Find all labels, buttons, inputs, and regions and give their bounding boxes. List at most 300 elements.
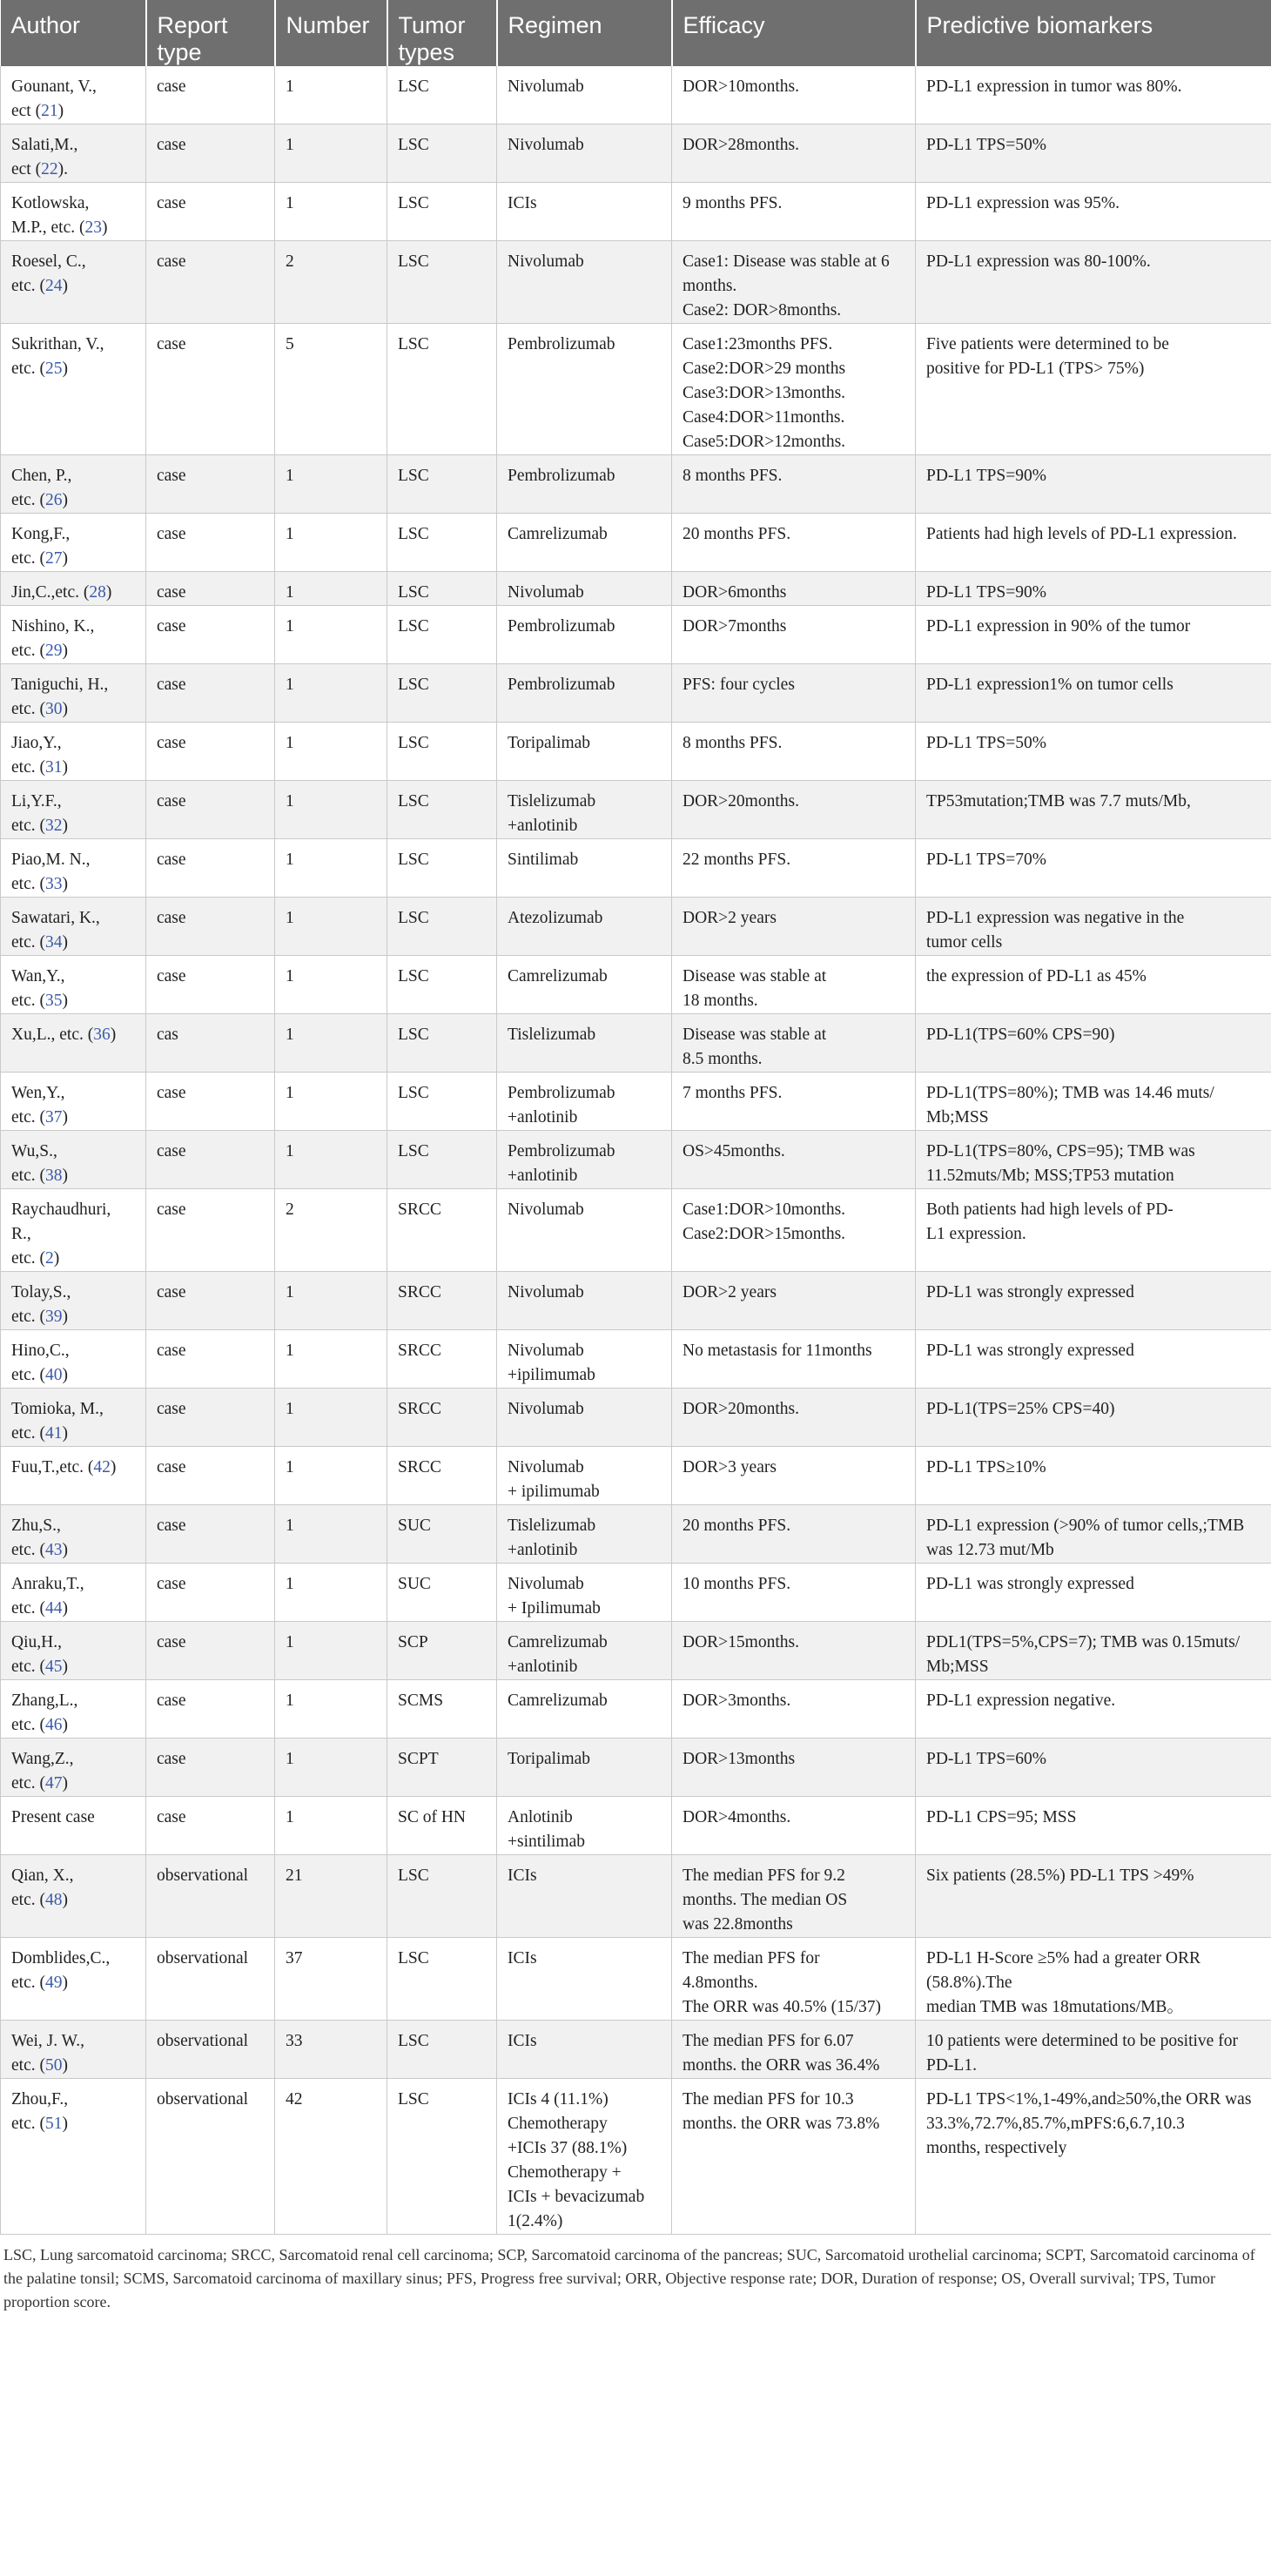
regimen-line: + ipilimumab — [508, 1483, 600, 1501]
efficacy-line: The median PFS for 10.3 — [683, 2090, 854, 2109]
author-line: Zhang,L., — [11, 1692, 78, 1710]
regimen-cell — [497, 781, 672, 839]
col-regimen: Regimen — [497, 0, 672, 66]
report-type-cell: case — [146, 183, 275, 241]
author-line: Chen, P., — [11, 467, 72, 485]
efficacy-line: 4.8months. — [683, 1974, 758, 1992]
table-row — [1, 956, 1271, 1014]
author-text: Xu,L., etc. — [11, 1026, 88, 1044]
biomarkers-cell — [916, 183, 1271, 241]
report-type-cell: case — [146, 1131, 275, 1189]
regimen-cell — [497, 839, 672, 898]
efficacy-cell — [672, 1389, 916, 1447]
efficacy-line: DOR>13months — [683, 1750, 796, 1768]
table-row — [1, 1855, 1271, 1938]
regimen-cell — [497, 514, 672, 572]
biomarkers-cell — [916, 324, 1271, 455]
table-row — [1, 1131, 1271, 1189]
biomarker-line: Mb;MSS — [926, 1108, 989, 1127]
author-cell — [1, 241, 146, 324]
report-type-cell: case — [146, 1330, 275, 1389]
efficacy-line: OS>45months. — [683, 1142, 785, 1160]
regimen-cell — [497, 1564, 672, 1622]
author-line-with-ref: etc. (50) — [11, 2056, 68, 2075]
author-line-with-ref: etc. (43) — [11, 1541, 68, 1559]
author-text: etc. — [11, 491, 40, 509]
reference-link[interactable]: 24 — [44, 277, 63, 295]
author-cell — [1, 1272, 146, 1330]
author-suffix: . — [64, 160, 68, 178]
col-efficacy: Efficacy — [672, 0, 916, 66]
regimen-cell — [497, 1073, 672, 1131]
biomarker-line: PD-L1(TPS=80%); TMB was 14.46 muts/ — [926, 1084, 1214, 1102]
biomarkers-cell — [916, 1447, 1271, 1505]
efficacy-line: 22 months PFS. — [683, 851, 791, 869]
biomarker-line: PD-L1 TPS=60% — [926, 1750, 1046, 1768]
author-cell — [1, 1073, 146, 1131]
report-type-cell: observational — [146, 1938, 275, 2021]
biomarker-line: TP53mutation;TMB was 7.7 muts/Mb, — [926, 792, 1191, 810]
regimen-line: Pembrolizumab — [508, 1084, 615, 1102]
author-text: etc. — [11, 360, 40, 378]
author-cell — [1, 664, 146, 723]
author-cell — [1, 324, 146, 455]
number-cell: 1 — [275, 455, 387, 514]
tumor-type-cell: LSC — [387, 1855, 497, 1938]
author-line: Zhu,S., — [11, 1517, 61, 1535]
tumor-type-cell: LSC — [387, 723, 497, 781]
efficacy-line: was 22.8months — [683, 1915, 793, 1934]
author-line-with-ref: etc. (46) — [11, 1716, 68, 1734]
reference-link[interactable]: 21 — [41, 102, 58, 120]
report-type-cell: case — [146, 1564, 275, 1622]
reference-link[interactable]: 37 — [44, 1108, 63, 1127]
regimen-line: Chemotherapy — [508, 2115, 608, 2133]
table-row — [1, 66, 1271, 124]
author-line-with-ref: etc. (35) — [11, 992, 68, 1010]
biomarkers-cell — [916, 606, 1271, 664]
table-row — [1, 514, 1271, 572]
author-line: Present case — [11, 1808, 95, 1826]
reference-link[interactable]: 44 — [44, 1599, 63, 1618]
regimen-cell — [497, 1447, 672, 1505]
biomarker-line: PD-L1 TPS=70% — [926, 851, 1046, 869]
author-cell — [1, 1739, 146, 1797]
efficacy-cell — [672, 1938, 916, 2021]
biomarker-line: PD-L1 expression was 80-100%. — [926, 252, 1151, 271]
biomarker-line: PD-L1 expression (>90% of tumor cells,;TMB — [926, 1517, 1245, 1535]
tumor-type-cell: LSC — [387, 956, 497, 1014]
regimen-line: Nivolumab — [508, 1458, 584, 1476]
author-line: Hino,C., — [11, 1342, 70, 1360]
efficacy-line: The ORR was 40.5% (15/37) — [683, 1998, 882, 2016]
number-cell: 1 — [275, 898, 387, 956]
reference-link[interactable]: 47 — [44, 1774, 63, 1792]
table-row — [1, 572, 1271, 606]
number-cell: 1 — [275, 781, 387, 839]
report-type-cell: case — [146, 723, 275, 781]
biomarkers-cell — [916, 1272, 1271, 1330]
author-text: etc. — [11, 1108, 40, 1127]
efficacy-cell — [672, 324, 916, 455]
author-line-with-ref: etc. (51) — [11, 2115, 68, 2133]
reference-link[interactable]: 41 — [44, 1424, 63, 1443]
regimen-line: ICIs — [508, 194, 537, 212]
efficacy-line: months. the ORR was 36.4% — [683, 2056, 880, 2075]
regimen-line: +anlotinib — [508, 1658, 578, 1676]
regimen-line: Pembrolizumab — [508, 676, 615, 694]
biomarker-line: Mb;MSS — [926, 1658, 989, 1676]
author-line: Li,Y.F., — [11, 792, 62, 810]
reference-link[interactable]: 48 — [44, 1891, 63, 1909]
author-text: etc. — [11, 1774, 40, 1792]
author-cell — [1, 1189, 146, 1272]
regimen-line: +anlotinib — [508, 1167, 578, 1185]
author-text: etc. — [11, 700, 40, 718]
table-row — [1, 1797, 1271, 1855]
reference-link[interactable]: 32 — [44, 817, 63, 835]
efficacy-cell — [672, 1564, 916, 1622]
reference-link[interactable]: 27 — [44, 549, 63, 568]
report-type-cell: case — [146, 324, 275, 455]
number-cell: 1 — [275, 514, 387, 572]
regimen-line: Nivolumab — [508, 77, 584, 96]
efficacy-cell — [672, 1330, 916, 1389]
biomarkers-cell — [916, 572, 1271, 606]
efficacy-line: 7 months PFS. — [683, 1084, 783, 1102]
biomarkers-cell — [916, 124, 1271, 183]
author-cell — [1, 1622, 146, 1680]
number-cell: 1 — [275, 1680, 387, 1739]
efficacy-line: Case1:23months PFS. — [683, 335, 833, 353]
table-row — [1, 2021, 1271, 2079]
number-cell: 5 — [275, 324, 387, 455]
report-type-cell: case — [146, 606, 275, 664]
author-line-with-ref: M.P., etc. (23) — [11, 219, 108, 237]
biomarker-line: 33.3%,72.7%,85.7%,mPFS:6,6.7,10.3 — [926, 2115, 1185, 2133]
author-line: Wei, J. W., — [11, 2032, 85, 2050]
author-text: etc. — [11, 1541, 40, 1559]
biomarker-line: was 12.73 mut/Mb — [926, 1541, 1054, 1559]
tumor-type-cell: LSC — [387, 124, 497, 183]
efficacy-line: 20 months PFS. — [683, 525, 791, 543]
header-row — [1, 0, 1271, 66]
number-cell: 1 — [275, 1505, 387, 1564]
regimen-cell — [497, 956, 672, 1014]
reference-link[interactable]: 28 — [89, 583, 106, 602]
author-line-with-ref: etc. (49) — [11, 1974, 68, 1992]
regimen-line: Pembrolizumab — [508, 467, 615, 485]
number-cell: 21 — [275, 1855, 387, 1938]
efficacy-line: Case5:DOR>12months. — [683, 433, 846, 451]
author-line-with-ref: Fuu,T.,etc. (42) — [11, 1458, 117, 1476]
regimen-line: Nivolumab — [508, 1201, 584, 1219]
biomarkers-cell — [916, 241, 1271, 324]
author-line: Qiu,H., — [11, 1633, 62, 1651]
tumor-type-cell: SCP — [387, 1622, 497, 1680]
biomarkers-cell — [916, 1938, 1271, 2021]
report-type-cell: case — [146, 898, 275, 956]
author-text: etc. — [11, 1599, 40, 1618]
reference-link[interactable]: 34 — [44, 933, 63, 952]
reference-link[interactable]: 33 — [44, 875, 63, 893]
efficacy-line: 8 months PFS. — [683, 734, 783, 752]
efficacy-cell — [672, 2079, 916, 2235]
tumor-type-cell: LSC — [387, 514, 497, 572]
tumor-type-cell: SUC — [387, 1505, 497, 1564]
efficacy-cell — [672, 1739, 916, 1797]
reference-link[interactable]: 2 — [44, 1249, 54, 1268]
tumor-type-cell: SCMS — [387, 1680, 497, 1739]
biomarkers-cell — [916, 1014, 1271, 1073]
efficacy-cell — [672, 1014, 916, 1073]
regimen-line: Sintilimab — [508, 851, 579, 869]
biomarker-line: median TMB was 18mutations/MB。 — [926, 1998, 1184, 2016]
tumor-type-cell: LSC — [387, 781, 497, 839]
author-text: etc. — [11, 642, 40, 660]
table-row — [1, 1272, 1271, 1330]
regimen-cell — [497, 664, 672, 723]
biomarkers-cell — [916, 898, 1271, 956]
regimen-line: Camrelizumab — [508, 1692, 608, 1710]
reference-link[interactable]: 45 — [44, 1658, 63, 1676]
col-report-type: Report type — [146, 0, 275, 66]
number-cell: 1 — [275, 1272, 387, 1330]
report-type-cell: case — [146, 1272, 275, 1330]
reference-link[interactable]: 43 — [44, 1541, 63, 1559]
regimen-cell — [497, 1389, 672, 1447]
efficacy-cell — [672, 1505, 916, 1564]
author-line: Wu,S., — [11, 1142, 57, 1160]
regimen-line: Nivolumab — [508, 136, 584, 154]
col-number: Number — [275, 0, 387, 66]
regimen-line: Chemotherapy + — [508, 2163, 622, 2182]
biomarkers-cell — [916, 781, 1271, 839]
author-line-with-ref: ect (22). — [11, 160, 68, 178]
biomarkers-cell — [916, 1855, 1271, 1938]
author-line-with-ref: etc. (27) — [11, 549, 68, 568]
author-line: Kotlowska, — [11, 194, 90, 212]
regimen-line: ICIs — [508, 1866, 537, 1885]
biomarker-line: PD-L1 TPS=50% — [926, 136, 1046, 154]
report-type-cell: observational — [146, 2021, 275, 2079]
efficacy-line: 20 months PFS. — [683, 1517, 791, 1535]
number-cell: 2 — [275, 1189, 387, 1272]
regimen-line: Toripalimab — [508, 1750, 591, 1768]
biomarkers-cell — [916, 664, 1271, 723]
author-text: etc. — [11, 1366, 40, 1384]
efficacy-line: Case4:DOR>11months. — [683, 408, 845, 427]
table-row — [1, 455, 1271, 514]
author-cell — [1, 1855, 146, 1938]
author-text: etc. — [11, 933, 40, 952]
reference-link[interactable]: 23 — [84, 219, 102, 237]
tumor-type-cell: SRCC — [387, 1189, 497, 1272]
regimen-line: +ipilimumab — [508, 1366, 595, 1384]
biomarkers-cell — [916, 1189, 1271, 1272]
efficacy-line: 18 months. — [683, 992, 758, 1010]
tumor-type-cell: LSC — [387, 898, 497, 956]
author-cell — [1, 183, 146, 241]
number-cell: 2 — [275, 241, 387, 324]
author-text: etc. — [11, 1974, 40, 1992]
efficacy-line: DOR>2 years — [683, 909, 777, 927]
tumor-type-cell: LSC — [387, 839, 497, 898]
efficacy-cell — [672, 1855, 916, 1938]
report-type-cell: observational — [146, 2079, 275, 2235]
regimen-cell — [497, 2021, 672, 2079]
reference-link[interactable]: 49 — [44, 1974, 63, 1992]
number-cell: 1 — [275, 1447, 387, 1505]
regimen-cell — [497, 1938, 672, 2021]
tumor-type-cell: SRCC — [387, 1447, 497, 1505]
author-text: etc. — [11, 1716, 40, 1734]
author-text: etc. — [11, 2115, 40, 2133]
efficacy-line: DOR>6months — [683, 583, 787, 602]
table-row — [1, 606, 1271, 664]
table-row — [1, 1189, 1271, 1272]
author-line: Sukrithan, V., — [11, 335, 104, 353]
author-line: Qian, X., — [11, 1866, 74, 1885]
biomarkers-cell — [916, 514, 1271, 572]
biomarker-line: PD-L1 H-Score ≥5% had a greater ORR — [926, 1949, 1201, 1967]
author-line-with-ref: etc. (33) — [11, 875, 68, 893]
author-line: Roesel, C., — [11, 252, 86, 271]
author-text: etc. — [11, 817, 40, 835]
reference-link[interactable]: 25 — [44, 360, 63, 378]
biomarkers-cell — [916, 66, 1271, 124]
tumor-type-cell: LSC — [387, 66, 497, 124]
biomarker-line: PD-L1 expression1% on tumor cells — [926, 676, 1173, 694]
reference-link[interactable]: 46 — [44, 1716, 63, 1734]
reference-link[interactable]: 31 — [44, 758, 63, 777]
efficacy-cell — [672, 956, 916, 1014]
table-row — [1, 2079, 1271, 2235]
efficacy-line: DOR>3 years — [683, 1458, 777, 1476]
author-line-with-ref: etc. (26) — [11, 491, 68, 509]
regimen-cell — [497, 66, 672, 124]
author-line-with-ref: etc. (37) — [11, 1108, 68, 1127]
efficacy-line: months. The median OS — [683, 1891, 848, 1909]
table-row — [1, 183, 1271, 241]
tumor-type-cell: SRCC — [387, 1389, 497, 1447]
number-cell: 1 — [275, 606, 387, 664]
biomarker-line: PD-L1(TPS=80%, CPS=95); TMB was — [926, 1142, 1195, 1160]
efficacy-cell — [672, 66, 916, 124]
table-row — [1, 1505, 1271, 1564]
reference-link[interactable]: 39 — [44, 1308, 63, 1326]
number-cell: 1 — [275, 723, 387, 781]
efficacy-cell — [672, 1680, 916, 1739]
col-biomarkers: Predictive biomarkers — [916, 0, 1271, 66]
reference-link[interactable]: 26 — [44, 491, 63, 509]
author-line-with-ref: etc. (47) — [11, 1774, 68, 1792]
biomarkers-cell — [916, 2079, 1271, 2235]
author-line: Raychaudhuri, — [11, 1201, 111, 1219]
reference-link[interactable]: 50 — [44, 2056, 63, 2075]
tumor-type-cell: LSC — [387, 1014, 497, 1073]
biomarkers-cell — [916, 1797, 1271, 1855]
reference-link[interactable]: 22 — [41, 160, 58, 178]
regimen-line: +anlotinib — [508, 1541, 578, 1559]
efficacy-line: Case2:DOR>15months. — [683, 1225, 846, 1243]
author-cell — [1, 1938, 146, 2021]
author-line: Tomioka, M., — [11, 1400, 104, 1418]
author-text: etc. — [11, 1424, 40, 1443]
efficacy-line: DOR>20months. — [683, 1400, 799, 1418]
efficacy-line: Case1:DOR>10months. — [683, 1201, 846, 1219]
efficacy-line: DOR>10months. — [683, 77, 799, 96]
efficacy-line: 10 months PFS. — [683, 1575, 791, 1593]
report-type-cell: case — [146, 1680, 275, 1739]
col-author: Author — [1, 0, 146, 66]
biomarker-line: months, respectively — [926, 2139, 1067, 2157]
report-type-cell: case — [146, 241, 275, 324]
regimen-cell — [497, 324, 672, 455]
biomarker-line: PD-L1 was strongly expressed — [926, 1342, 1134, 1360]
biomarker-line: PD-L1 expression in 90% of the tumor — [926, 617, 1191, 636]
regimen-cell — [497, 1855, 672, 1938]
regimen-line: Tislelizumab — [508, 1517, 596, 1535]
regimen-line: +anlotinib — [508, 1108, 578, 1127]
tumor-type-cell: LSC — [387, 664, 497, 723]
efficacy-cell — [672, 1131, 916, 1189]
efficacy-cell — [672, 1073, 916, 1131]
reference-link[interactable]: 35 — [44, 992, 63, 1010]
number-cell: 1 — [275, 956, 387, 1014]
biomarkers-cell — [916, 1680, 1271, 1739]
efficacy-line: DOR>7months — [683, 617, 787, 636]
reference-link[interactable]: 42 — [93, 1458, 111, 1476]
tumor-type-cell: LSC — [387, 1131, 497, 1189]
reference-link[interactable]: 40 — [44, 1366, 63, 1384]
author-line: Domblides,C., — [11, 1949, 111, 1967]
reference-link[interactable]: 36 — [93, 1026, 111, 1044]
efficacy-line: DOR>3months. — [683, 1692, 791, 1710]
regimen-line: Camrelizumab — [508, 1633, 608, 1651]
reference-link[interactable]: 29 — [44, 642, 63, 660]
author-line-with-ref: Xu,L., etc. (36) — [11, 1026, 117, 1044]
table-body — [1, 66, 1271, 2235]
regimen-line: +anlotinib — [508, 817, 578, 835]
table-row — [1, 1680, 1271, 1739]
regimen-cell — [497, 124, 672, 183]
reference-link[interactable]: 38 — [44, 1167, 63, 1185]
efficacy-cell — [672, 839, 916, 898]
regimen-line: Atezolizumab — [508, 909, 603, 927]
efficacy-cell — [672, 781, 916, 839]
author-line-with-ref: etc. (24) — [11, 277, 68, 295]
author-line: Sawatari, K., — [11, 909, 100, 927]
tumor-type-cell: SC of HN — [387, 1797, 497, 1855]
author-cell — [1, 1014, 146, 1073]
regimen-cell — [497, 1330, 672, 1389]
table-row — [1, 324, 1271, 455]
efficacy-line: Case3:DOR>13months. — [683, 384, 846, 402]
efficacy-line: The median PFS for — [683, 1949, 820, 1967]
tumor-type-cell: SRCC — [387, 1272, 497, 1330]
author-cell — [1, 124, 146, 183]
report-type-cell: observational — [146, 1855, 275, 1938]
author-line-with-ref: etc. (48) — [11, 1891, 68, 1909]
biomarkers-cell — [916, 2021, 1271, 2079]
regimen-cell — [497, 241, 672, 324]
regimen-line: Nivolumab — [508, 1575, 584, 1593]
regimen-line: Nivolumab — [508, 1283, 584, 1301]
regimen-line: 1(2.4%) — [508, 2212, 563, 2230]
reference-link[interactable]: 30 — [44, 700, 63, 718]
reference-link[interactable]: 51 — [44, 2115, 63, 2133]
